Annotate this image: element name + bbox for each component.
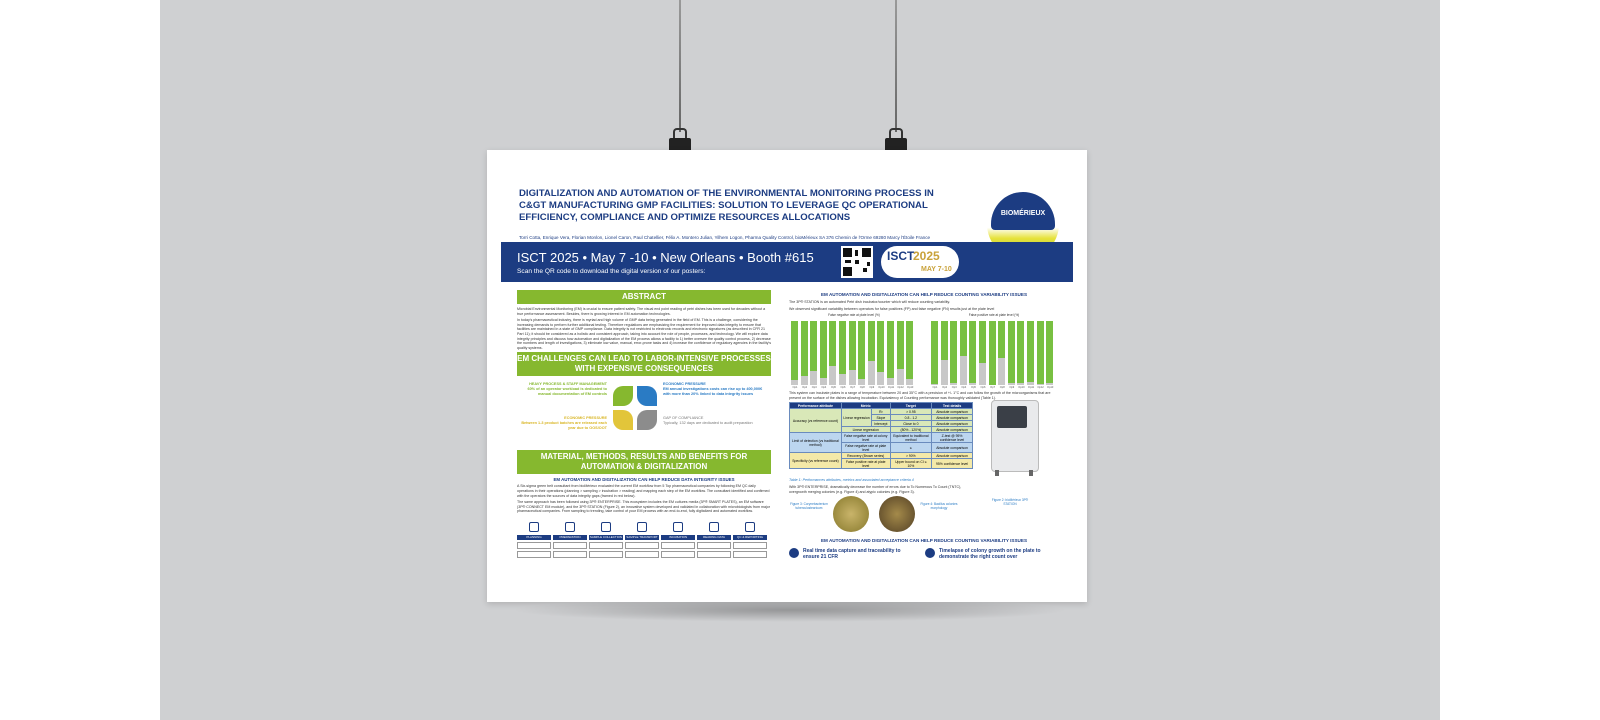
cell-linreg2-target: (80% - 120%) <box>890 427 931 433</box>
bar-fn-op2 <box>801 321 808 385</box>
stage-box <box>733 542 767 549</box>
bar-fn-op12 <box>897 321 904 385</box>
chart-tick-label: Op4 <box>821 386 827 390</box>
performance-table <box>789 402 973 469</box>
chart-tick-label: Op8 <box>999 386 1005 390</box>
stage-label: SAMPLE TRANSPORT <box>626 534 658 539</box>
stage-label: PREPARATION <box>553 535 587 540</box>
fig2-caption: Figure 2: bioMérieux 3P® STATION <box>991 498 1029 507</box>
data-capture-icon <box>789 548 799 558</box>
bar-fp-op4 <box>960 321 967 385</box>
bar-fn-op3 <box>810 321 817 385</box>
abstract-p2: In today's pharmaceutical industry, there is myriad and high volume of GMP data being generated in the field of EM. This is a challenge, considering the increasing demands to perform further additional testing. Therefore regulations are emphasizing the requirement for improved data integrity to ensure that facilities are maintained in a state of GMP compliance. Data integrity is not restricted to electronic records and electronic signatures (as described in CFR 21 Part 11); it should be considered as a holistic and consistent approach, taking into account the role of people, processes, and technology. We will explore data integrity principles and discuss how automation and digitalization of the EM process allows a facility to 1) better oversee the quality control process, 2) decrease the numbers and length of investigations, 3) eliminate low value, manual, error-prone tasks and 4) increase the confidence of regulatory agencies in the facility's quality systems. <box>517 318 771 350</box>
chart-tick-label: Op2 <box>942 386 948 390</box>
cell-linreg: Linear regression <box>841 409 871 427</box>
stage-box <box>553 542 587 549</box>
tile-yellow-icon <box>613 410 633 430</box>
chart-tick-label: Op1 <box>792 386 798 390</box>
stage-box <box>697 542 731 549</box>
chart-tick-label: Op3 <box>951 386 957 390</box>
variability-p4: With 3P® ENTERPRISE, dramatically decrease the number of errors due to To Numerous To Count (TNTC), overgrowth merging colonies (e.g. Figure 4) and atypic colonies (e.g. Figure 3). <box>789 484 962 494</box>
bar-fp-op6 <box>979 321 986 385</box>
isct-event-badge <box>881 246 959 278</box>
chart-tick-label: Op12 <box>897 386 904 390</box>
cell-fnr-colony-target: Equivalent to traditional method <box>890 433 931 443</box>
chart-tick-label: Op7 <box>850 386 856 390</box>
bar-segment-correct <box>969 321 976 383</box>
bar-fn-op10 <box>877 321 884 385</box>
methods-p1: A Six-sigma green belt consultant from bioMérieux evaluated the current EM workflow from 5 Top pharmaceutical companies by following EM QC daily operations in their operations (planning > sampling > incubation > reading) and mapping each step of the EM workflow. The consultant identified and confirmed with the operators the sources of data integrity gaps (framed in red below). <box>517 484 770 498</box>
workflow-stage <box>589 520 623 560</box>
stage-box <box>553 551 587 558</box>
stage-box <box>733 551 767 558</box>
feature-2: Timelapse of colony growth on the plate to demonstrate the right count over <box>939 548 1041 561</box>
variability-heading: EM AUTOMATION AND DIGITALIZATION CAN HELP REDUCE COUNTING VARIABILITY ISSUES <box>820 292 1028 297</box>
chart-tick-label: Op2 <box>802 386 808 390</box>
th-test: Test details <box>932 403 973 409</box>
stage-label: SAMPLE COLLECTION <box>589 534 623 539</box>
workflow-stage <box>625 520 659 560</box>
cell-lod: Limit of detection (vs traditional method) <box>790 433 842 453</box>
bar-fn-op11 <box>887 321 894 385</box>
variability-p1: The 3P® STATION is an automated Petri dish incubator/counter which will reduce counting variability. <box>789 300 951 304</box>
chart-tick-label: Op13 <box>1047 386 1054 390</box>
bar-fp-op7 <box>989 321 996 385</box>
cell-fpr-plate-target: Upper bound on CI ≤ 10% <box>890 459 931 469</box>
bar-segment-correct <box>849 321 856 370</box>
th-target: Target <box>890 403 931 409</box>
cell-fpr-plate-test: 95% confidence level <box>932 459 973 469</box>
chart-tick-label: Op13 <box>907 386 914 390</box>
challenge-3: ECONOMIC PRESSURE EM annual investigations costs can rise up to 400,000€ with more than 20% linked to data integrity issues <box>663 382 763 397</box>
cell-fnr-plate-test: Absolute comparison <box>932 443 973 453</box>
bar-segment-correct <box>887 321 894 377</box>
chart-tick-label: Op10 <box>1018 386 1025 390</box>
stage-icon <box>709 522 719 532</box>
chart-tick-label: Op9 <box>869 386 875 390</box>
cell-accuracy: Accuracy (vs reference count) <box>790 409 842 433</box>
challenge-2: ECONOMIC PRESSURE Between 1-3 product batches are released each year due to OOS/OOT <box>521 416 607 431</box>
figures-row <box>789 496 1059 536</box>
badge-year: 2025 <box>913 249 940 263</box>
cell-r2: R² <box>872 409 890 415</box>
bar-segment-correct <box>1017 321 1024 383</box>
cell-specificity: Specificity (vs reference count) <box>790 453 842 469</box>
cell-intercept-target: Close to 0 <box>890 421 931 427</box>
fig4-caption: Figure 4: Bacillus colonies morphology <box>920 502 958 511</box>
bar-segment-correct <box>791 321 798 380</box>
bar-segment-correct <box>810 321 817 371</box>
petri-dish-fig3 <box>833 496 869 532</box>
stage-icon <box>601 522 611 532</box>
bar-fp-op8 <box>998 321 1005 385</box>
stage-icon <box>565 522 575 532</box>
methods-p2: The same approach has been followed using 3P® ENTERPRISE. This ecosystem includes the EM cultures media (3P® SMART PLATES), an EM software (3P® CONNECT EM module), and the 3P® STATION (Figure 2), an innovative system developed and validated in collaboration with microbiologists from major pharmaceutical companies. From sampling to trending, take control of your EM process with an end-to-end, fully digitalized and automated workflow. <box>517 500 770 514</box>
bar-fn-op13 <box>906 321 913 385</box>
bar-segment-correct <box>941 321 948 359</box>
poster-content <box>501 164 1073 588</box>
tile-gray-icon <box>637 410 657 430</box>
qr-instruction: Scan the QR code to download the digital version of our posters: <box>517 268 706 275</box>
chart-tick-label: Op10 <box>878 386 885 390</box>
stage-box <box>661 551 695 558</box>
left-column <box>517 290 771 588</box>
bar-segment-correct <box>960 321 967 356</box>
bar-fn-op9 <box>868 321 875 385</box>
stage-box <box>517 551 551 558</box>
variability-heading-2: EM AUTOMATION AND DIGITALIZATION CAN HELP REDUCE COUNTING VARIABILITY ISSUES <box>820 538 1028 544</box>
bar-fn-op1 <box>791 321 798 385</box>
bar-segment-correct <box>998 321 1005 358</box>
bar-segment-correct <box>897 321 904 368</box>
methods-heading: MATERIAL, METHODS, RESULTS AND BENEFITS FOR AUTOMATION & DIGITALIZATION <box>517 450 771 474</box>
bar-fn-op8 <box>858 321 865 385</box>
cell-slope: Slope <box>872 415 890 421</box>
chart-tick-label: Op12 <box>1037 386 1044 390</box>
bar-segment-correct <box>829 321 836 366</box>
right-column <box>789 290 1059 588</box>
variability-charts <box>789 313 1059 391</box>
bar-fp-op1 <box>931 321 938 385</box>
stage-label: INCUBATION <box>661 535 695 540</box>
stage-label: QC & REPORTING <box>733 535 767 540</box>
bar-segment-correct <box>1046 321 1053 382</box>
workflow-stage <box>733 520 767 560</box>
qr-code[interactable] <box>841 246 873 278</box>
bar-segment-correct <box>1027 321 1034 382</box>
workflow-stage <box>553 520 587 560</box>
bar-segment-correct <box>931 321 938 384</box>
table-caption: Table 1: Performances attributes, metrics and associated acceptance criteria 4 <box>789 478 914 483</box>
variability-p3: This system can incubate plates in a range of temperature between 20 and 35°C with a precision of +/- 1°C and can follow the growth of the microorganisms that are present on the surface of the dishes allowing incubation. Equivalency of Counting performance was thoroughly validated (Table 1). <box>789 391 1051 400</box>
bar-segment-correct <box>950 321 957 382</box>
bar-fp-op12 <box>1037 321 1044 385</box>
petri-dish-fig4 <box>879 496 915 532</box>
chart-tick-label: Op8 <box>859 386 865 390</box>
bar-fp-op3 <box>950 321 957 385</box>
stage-box <box>625 542 659 549</box>
bar-segment-correct <box>1008 321 1015 382</box>
cell-recovery-test: Absolute comparison <box>932 453 973 459</box>
bar-segment-correct <box>979 321 986 363</box>
challenges-graphic <box>517 380 771 446</box>
event-headline: ISCT 2025 • May 7 -10 • New Orleans • Booth #615 <box>517 250 814 265</box>
feature-row <box>789 546 1059 566</box>
cell-intercept: Intercept <box>872 421 890 427</box>
bar-segment-correct <box>906 321 913 379</box>
chart-tick-label: Op7 <box>990 386 996 390</box>
bar-segment-correct <box>820 321 827 377</box>
cell-linreg2: Linear regression <box>841 427 890 433</box>
stage-icon <box>637 522 647 532</box>
poster-title: DIGITALIZATION AND AUTOMATION OF THE ENVIRONMENTAL MONITORING PROCESS IN C&GT MANUFACTURING GMP FACILITIES: SOLUTION TO LEVERAGE QC OPERATIONAL EFFICIENCY, COMPLIANCE AND OPTIMIZE RESOURCES ALLOCATIONS <box>519 188 934 223</box>
stage-box <box>661 542 695 549</box>
cell-fpr-plate: False positive rate at plate level <box>841 459 890 469</box>
bar-fp-op9 <box>1008 321 1015 385</box>
bar-fp-op13 <box>1046 321 1053 385</box>
stage-icon <box>673 522 683 532</box>
stage-box <box>589 542 623 549</box>
badge-dates: MAY 7-10 <box>921 266 952 273</box>
abstract-heading: ABSTRACT <box>517 290 771 304</box>
cell-r2-target: > 0.95 <box>890 409 931 415</box>
bar-fp-op10 <box>1017 321 1024 385</box>
logo-text: BIOMÉRIEUX <box>1000 210 1046 217</box>
stage-icon <box>529 522 539 532</box>
bar-fn-op6 <box>839 321 846 385</box>
cell-slope-target: 0.8 - 1.2 <box>890 415 931 421</box>
workflow-stage <box>517 520 551 560</box>
abstract-p1: Microbial Environmental Monitoring (EM) is crucial to ensure patient safety. The visual end point reading of petri dishes has been used for decades without a true performance assessment. Besides, there is growing interest in EM automation technologies. <box>517 307 766 316</box>
bar-fn-op5 <box>829 321 836 385</box>
badge-isct: ISCT <box>887 249 915 263</box>
bar-fn-op7 <box>849 321 856 385</box>
chart-tick-label: Op6 <box>840 386 846 390</box>
cell-recovery-target: > 90% <box>890 453 931 459</box>
tile-green-icon <box>613 386 633 406</box>
bar-fp-op2 <box>941 321 948 385</box>
challenge-1: HEAVY PROCESS & STAFF MANAGEMENT 60% of an operator workload is dedicated to manual documentation of EM controls <box>527 382 607 397</box>
fig3-caption: Figure 3: Corynebacterium tuberculostearicum <box>790 502 828 511</box>
stage-icon <box>745 522 755 532</box>
chart-tick-label: Op4 <box>961 386 967 390</box>
th-attribute: Performance attribute <box>790 403 842 409</box>
tile-blue-icon <box>637 386 657 406</box>
chart-tick-label: Op11 <box>1027 386 1035 390</box>
cell-intercept-test: Absolute comparison <box>932 421 973 427</box>
bar-segment-correct <box>877 321 884 372</box>
stage-box <box>589 551 623 558</box>
bar-segment-correct <box>868 321 875 361</box>
stage-box <box>697 551 731 558</box>
stage-box <box>625 551 659 558</box>
workflow-diagram <box>517 520 771 560</box>
cell-fnr-colony-test: Z-test @ 95% confidence level <box>932 433 973 443</box>
chart-tick-label: Op3 <box>811 386 817 390</box>
bar-segment-correct <box>839 321 846 373</box>
challenges-heading: EM CHALLENGES CAN LEAD TO LABOR-INTENSIVE PROCESSES WITH EXPENSIVE CONSEQUENCES <box>517 352 771 376</box>
chart-tick-label: Op1 <box>932 386 938 390</box>
stage-label: READING DATA <box>697 535 731 540</box>
stage-box <box>517 542 551 549</box>
challenge-4: GAP OF COMPLIANCE Typically, 132 days are dedicated to audit preparation <box>663 416 753 426</box>
bar-segment-correct <box>1037 321 1044 384</box>
bar-fn-op4 <box>820 321 827 385</box>
bar-segment-correct <box>989 321 996 384</box>
bar-fp-op11 <box>1027 321 1034 385</box>
cell-recovery: Recovery (Brown series) <box>841 453 890 459</box>
variability-p2: We observed significant variability between operators for false positives (FP) and false negative (FN) results just at the plate level <box>789 306 995 311</box>
workflow-stage <box>697 520 731 560</box>
workflow-stage <box>661 520 695 560</box>
chart-tick-label: Op5 <box>970 386 976 390</box>
3p-station-image <box>985 400 1045 496</box>
methods-subheading: EM AUTOMATION AND DIGITALIZATION CAN HELP REDUCE DATA INTEGRITY ISSUES <box>553 477 735 483</box>
feature-1: Real time data capture and traceability to ensure 21 CFR <box>803 548 901 561</box>
chart-tick-label: Op11 <box>887 386 895 390</box>
cell-linreg2-test: Absolute comparison <box>932 427 973 433</box>
cell-r2-test: Absolute comparison <box>932 409 973 415</box>
table-area <box>789 402 1059 478</box>
cell-slope-test: Absolute comparison <box>932 415 973 421</box>
poster-authors: Torri Cotta, Enrique Vera, Florian Monlon, Lionel Caron, Paul Chatellier, Félix A. Montero Julian, Yilhem Logon, Pharma Quality Control, bioMérieux SA 376 Chemin de l'Orme 69280 Marcy l'Étoile France <box>519 235 931 240</box>
cell-fnr-plate: False negative rate at plate level <box>841 443 890 453</box>
chart-tick-label: Op6 <box>980 386 986 390</box>
chart-right-title: False positive rate at plate level (%) <box>968 313 1020 318</box>
chart-tick-label: Op5 <box>830 386 836 390</box>
bar-fp-op5 <box>969 321 976 385</box>
chart-left-title: False negative rate at plate level (%) <box>828 313 880 318</box>
bar-segment-correct <box>858 321 865 379</box>
stage-label: PLANNING <box>517 535 551 540</box>
hanging-wire-left <box>679 0 681 132</box>
poster <box>487 150 1087 602</box>
bar-segment-correct <box>801 321 808 375</box>
cell-fnr-plate-target: ≤ <box>890 443 931 453</box>
cell-fnr-colony: False negative rate at colony level <box>841 433 890 443</box>
th-metric: Metric <box>841 403 890 409</box>
event-banner <box>501 242 1073 282</box>
timelapse-icon <box>925 548 935 558</box>
hanging-wire-right <box>895 0 897 132</box>
chart-tick-label: Op9 <box>1009 386 1015 390</box>
